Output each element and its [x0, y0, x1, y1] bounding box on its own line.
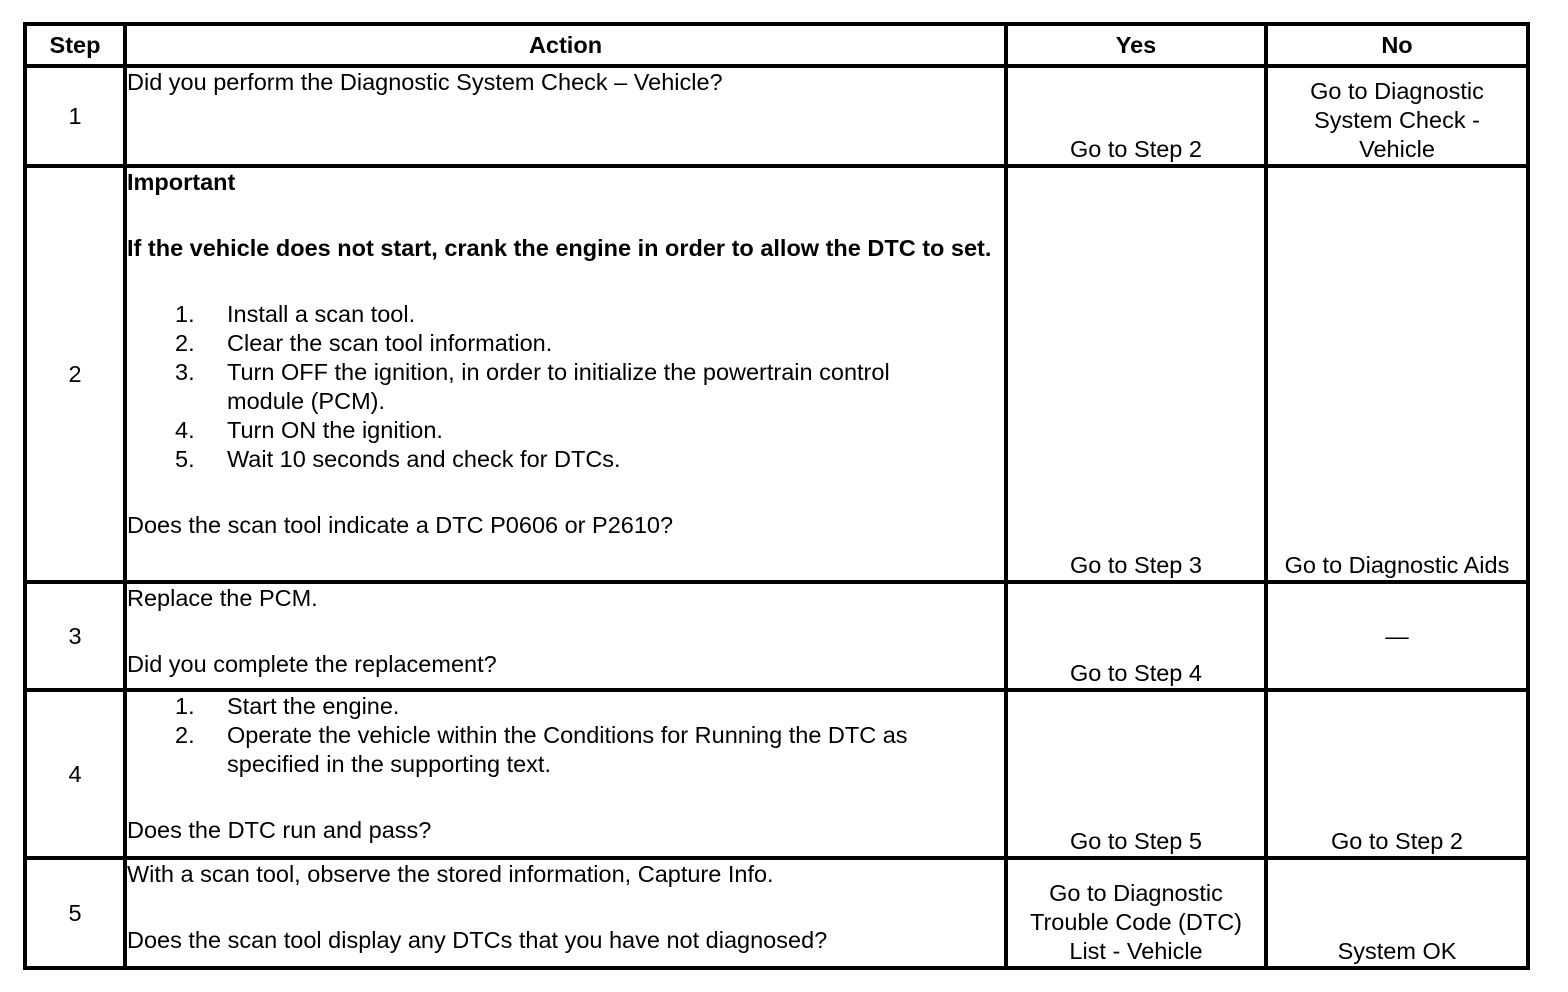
- list-item: 4. Turn ON the ignition.: [175, 417, 443, 443]
- yes-line: Trouble Code (DTC): [1030, 909, 1242, 935]
- action-cell: [125, 582, 1006, 690]
- important-label: Important: [127, 169, 236, 195]
- procedure-list: [127, 300, 1004, 474]
- procedure-list: [127, 692, 1004, 779]
- action-question: Did you complete the replacement?: [127, 651, 497, 677]
- action-question: Does the DTC run and pass?: [127, 817, 432, 843]
- table-row-step-4: [25, 690, 1528, 858]
- yes-cell: Go to Step 3: [1006, 166, 1266, 582]
- header-no: No: [1266, 24, 1528, 66]
- no-cell: Go to Diagnostic Aids: [1266, 166, 1528, 582]
- step-number: 3: [25, 582, 125, 690]
- header-row: [25, 24, 1528, 66]
- no-cell: System OK: [1266, 858, 1528, 968]
- no-line: Go to Diagnostic: [1310, 78, 1484, 104]
- yes-cell: Go to Step 2: [1006, 66, 1266, 166]
- table-row-step-3: [25, 582, 1528, 690]
- step-number: 2: [25, 166, 125, 582]
- no-line: Vehicle: [1359, 136, 1435, 162]
- yes-cell: Go to Step 4: [1006, 582, 1266, 690]
- important-text: If the vehicle does not start, crank the engine in order to allow the DTC to set.: [127, 235, 992, 261]
- action-instruction: Replace the PCM.: [127, 585, 318, 611]
- list-item: 5. Wait 10 seconds and check for DTCs.: [175, 446, 621, 472]
- no-cell: —: [1266, 582, 1528, 690]
- no-cell: Go to Step 2: [1266, 690, 1528, 858]
- action-question: Did you perform the Diagnostic System Check – Vehicle?: [127, 69, 723, 95]
- yes-cell: [1006, 858, 1266, 968]
- action-cell: [125, 66, 1006, 166]
- list-item: 2. Clear the scan tool information.: [175, 330, 553, 356]
- list-item: 1. Install a scan tool.: [175, 301, 416, 327]
- yes-line: Go to Diagnostic: [1049, 880, 1223, 906]
- yes-line: List - Vehicle: [1069, 938, 1203, 964]
- list-item: 2. Operate the vehicle within the Conditions for Running the DTC as specified in the supporting text.: [175, 722, 908, 777]
- header-action: Action: [125, 24, 1006, 66]
- step-number: 4: [25, 690, 125, 858]
- list-item: 1. Start the engine.: [175, 693, 400, 719]
- action-cell: [125, 858, 1006, 968]
- header-step: Step: [25, 24, 125, 66]
- step-number: 5: [25, 858, 125, 968]
- action-question: Does the scan tool display any DTCs that you have not diagnosed?: [127, 927, 828, 953]
- table-row-step-2: [25, 166, 1528, 582]
- diagnostic-table: [23, 22, 1530, 970]
- table-row-step-1: [25, 66, 1528, 166]
- action-question: Does the scan tool indicate a DTC P0606 or P2610?: [127, 512, 674, 538]
- action-cell: [125, 166, 1006, 582]
- action-instruction: With a scan tool, observe the stored information, Capture Info.: [127, 861, 774, 887]
- table-row-step-5: [25, 858, 1528, 968]
- list-item: 3. Turn OFF the ignition, in order to initialize the powertrain control module (PCM).: [175, 359, 890, 414]
- no-line: System Check -: [1314, 107, 1480, 133]
- action-cell: [125, 690, 1006, 858]
- yes-cell: Go to Step 5: [1006, 690, 1266, 858]
- header-yes: Yes: [1006, 24, 1266, 66]
- no-cell: [1266, 66, 1528, 166]
- step-number: 1: [25, 66, 125, 166]
